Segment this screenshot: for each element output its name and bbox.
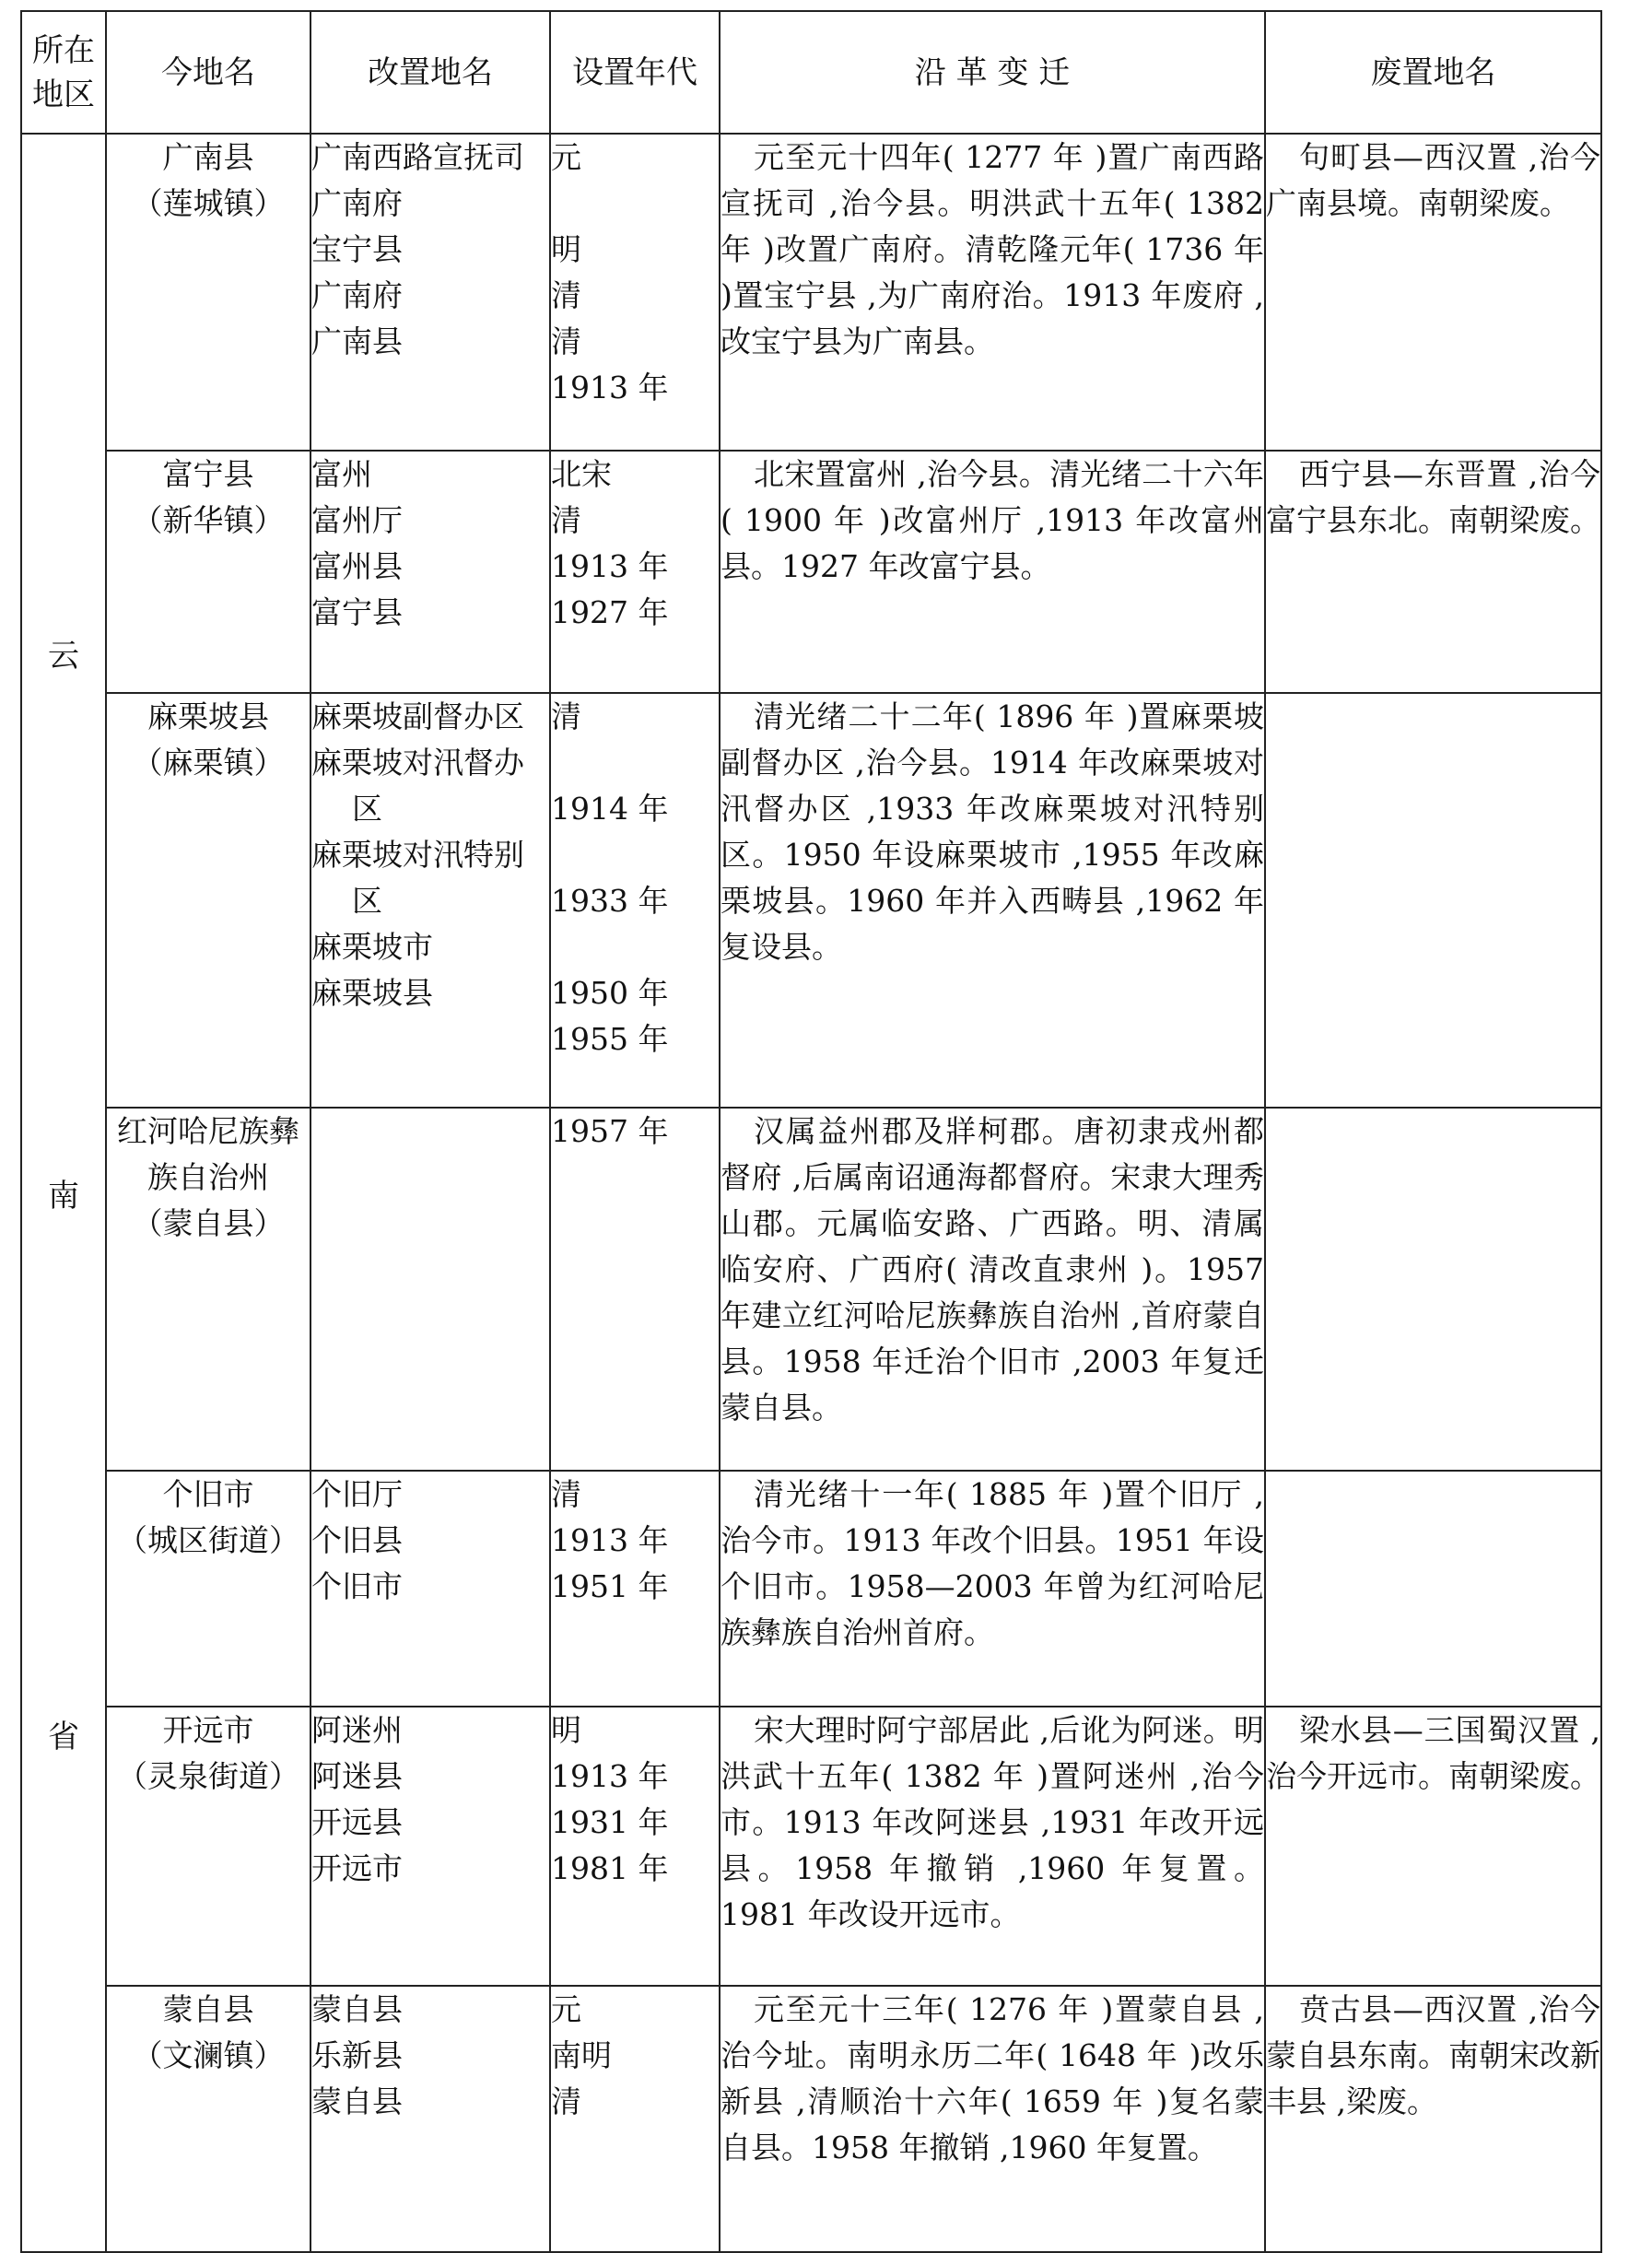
seat-name: （莲城镇） bbox=[132, 185, 285, 221]
current-name-cell bbox=[106, 1108, 310, 1471]
current-name: 蒙自县 bbox=[162, 1990, 254, 2027]
region-char: 云 bbox=[48, 637, 79, 675]
changed-name: 阿迷县 bbox=[311, 1758, 403, 1795]
years-cell bbox=[550, 134, 720, 451]
current-name: 个旧市 bbox=[162, 1476, 254, 1513]
table-row bbox=[21, 451, 1601, 692]
seat-name: （麻栗镇） bbox=[132, 744, 285, 780]
changed-names-cell bbox=[310, 693, 550, 1108]
year: 1951 年 bbox=[551, 1568, 669, 1605]
abolished-cell: 句町县—西汉置 ,治今广南县境。南朝梁废。 bbox=[1265, 134, 1601, 451]
year: 清 bbox=[551, 698, 581, 734]
year: 1914 年 bbox=[551, 790, 669, 827]
changed-name: 个旧县 bbox=[311, 1522, 403, 1559]
year: 明 bbox=[551, 1712, 581, 1749]
changed-name: 开远县 bbox=[311, 1804, 403, 1841]
current-name: 富宁县 bbox=[162, 456, 254, 493]
changed-name: 富州县 bbox=[311, 548, 403, 585]
current-name-cell bbox=[106, 1986, 310, 2252]
year: 1913 年 bbox=[551, 370, 669, 405]
seat-name: （灵泉街道） bbox=[117, 1758, 299, 1795]
current-name: 开远市 bbox=[162, 1712, 254, 1749]
year: 明 bbox=[551, 231, 581, 267]
seat-name: （文澜镇） bbox=[132, 2036, 285, 2073]
years-cell bbox=[550, 693, 720, 1108]
header-history: 沿 革 变 迁 bbox=[720, 11, 1265, 134]
header-changed-names: 改置地名 bbox=[310, 11, 550, 134]
current-name-cell bbox=[106, 451, 310, 692]
header-region: 所在地区 bbox=[21, 11, 106, 134]
table-row bbox=[21, 134, 1601, 451]
changed-name: 麻栗坡市 bbox=[311, 928, 433, 965]
year: 1913 年 bbox=[551, 548, 669, 585]
year: 清 bbox=[551, 277, 581, 313]
changed-name: 个旧厅 bbox=[311, 1476, 403, 1513]
abolished-cell bbox=[1265, 1471, 1601, 1707]
year: 1927 年 bbox=[551, 594, 669, 631]
seat-name: （蒙自县） bbox=[132, 1204, 285, 1241]
years-cell bbox=[550, 1108, 720, 1471]
years-cell bbox=[550, 1471, 720, 1707]
current-name-cell bbox=[106, 1471, 310, 1707]
changed-names-cell bbox=[310, 1108, 550, 1471]
history-cell: 清光绪十一年( 1885 年 )置个旧厅 ,治今市。1913 年改个旧县。1951 年设个旧市。1958—2003 年曾为红河哈尼族彝族自治州首府。 bbox=[720, 1471, 1265, 1707]
changed-name: 阿迷州 bbox=[311, 1712, 403, 1749]
changed-name: 广南府 bbox=[311, 277, 403, 313]
changed-name: 麻栗坡对汛特别区 bbox=[311, 836, 524, 919]
region-char: 南 bbox=[48, 1178, 79, 1215]
current-name: 广南县 bbox=[162, 139, 254, 175]
history-cell: 宋大理时阿宁部居此 ,后讹为阿迷。明洪武十五年( 1382 年 )置阿迷州 ,治今市。1913 年改阿迷县 ,1931 年改开远县。1958 年撤销 ,1960 年复置。1981 年改设开远市。 bbox=[720, 1707, 1265, 1985]
history-cell: 元至元十三年( 1276 年 )置蒙自县 ,治今址。南明永历二年( 1648 年 )改乐新县 ,清顺治十六年( 1659 年 )复名蒙自县。1958 年撤销 ,1960 年复置。 bbox=[720, 1986, 1265, 2252]
table-row bbox=[21, 693, 1601, 1108]
changed-name: 蒙自县 bbox=[311, 2083, 403, 2119]
year: 清 bbox=[551, 323, 581, 359]
changed-name: 蒙自县 bbox=[311, 1990, 403, 2027]
changed-name: 乐新县 bbox=[311, 2036, 403, 2073]
seat-name: （城区街道） bbox=[117, 1522, 299, 1559]
years-cell bbox=[550, 1986, 720, 2252]
year: 清 bbox=[551, 502, 581, 539]
year: 1913 年 bbox=[551, 1522, 669, 1559]
year: 1955 年 bbox=[551, 1020, 669, 1057]
abolished-cell: 贲古县—西汉置 ,治今蒙自县东南。南朝宋改新丰县 ,梁废。 bbox=[1265, 1986, 1601, 2252]
current-name: 红河哈尼族彝族自治州 bbox=[117, 1112, 299, 1195]
header-current-name: 今地名 bbox=[106, 11, 310, 134]
changed-name: 广南县 bbox=[311, 323, 403, 359]
changed-names-cell bbox=[310, 1471, 550, 1707]
header-year-established: 设置年代 bbox=[550, 11, 720, 134]
changed-name: 富州 bbox=[311, 456, 372, 493]
history-cell: 元至元十四年( 1277 年 )置广南西路宣抚司 ,治今县。明洪武十五年( 1382 年 )改置广南府。清乾隆元年( 1736 年 )置宝宁县 ,为广南府治。1913 年废府 ,改宝宁县为广南县。 bbox=[720, 134, 1265, 451]
abolished-cell bbox=[1265, 693, 1601, 1108]
year: 清 bbox=[551, 1476, 581, 1513]
current-name: 麻栗坡县 bbox=[147, 698, 269, 734]
current-name-cell bbox=[106, 693, 310, 1108]
changed-name: 个旧市 bbox=[311, 1568, 403, 1605]
header-row bbox=[21, 11, 1601, 134]
year: 1981 年 bbox=[551, 1850, 669, 1887]
abolished-cell bbox=[1265, 1108, 1601, 1471]
current-name-cell bbox=[106, 1707, 310, 1985]
changed-name: 开远市 bbox=[311, 1850, 403, 1887]
changed-name: 宝宁县 bbox=[311, 231, 403, 267]
year: 1931 年 bbox=[551, 1804, 669, 1841]
years-cell bbox=[550, 1707, 720, 1985]
year: 1950 年 bbox=[551, 974, 669, 1011]
history-cell: 北宋置富州 ,治今县。清光绪二十六年( 1900 年 )改富州厅 ,1913 年改富州县。1927 年改富宁县。 bbox=[720, 451, 1265, 692]
year: 南明 bbox=[551, 2036, 612, 2073]
year: 清 bbox=[551, 2083, 581, 2119]
header-abolished-names: 废置地名 bbox=[1265, 11, 1601, 134]
gazetteer-table bbox=[20, 10, 1602, 2253]
year: 元 bbox=[551, 1990, 581, 2027]
current-name-cell bbox=[106, 134, 310, 451]
table-row bbox=[21, 1108, 1601, 1471]
year: 元 bbox=[551, 139, 581, 175]
history-cell: 汉属益州郡及牂柯郡。唐初隶戎州都督府 ,后属南诏通海都督府。宋隶大理秀山郡。元属临安路、广西路。明、清属临安府、广西府( 清改直隶州 )。1957 年建立红河哈尼族彝族自治州 ,首府蒙自县。1958 年迁治个旧市 ,2003 年复迁蒙自县。 bbox=[720, 1108, 1265, 1471]
table-row bbox=[21, 1471, 1601, 1707]
changed-names-cell bbox=[310, 1707, 550, 1985]
year: 1913 年 bbox=[551, 1758, 669, 1795]
years-cell bbox=[550, 451, 720, 692]
abolished-cell: 西宁县—东晋置 ,治今富宁县东北。南朝梁废。 bbox=[1265, 451, 1601, 692]
year: 1933 年 bbox=[551, 882, 669, 919]
table-row bbox=[21, 1986, 1601, 2252]
changed-names-cell bbox=[310, 1986, 550, 2252]
changed-names-cell bbox=[310, 451, 550, 692]
history-cell: 清光绪二十二年( 1896 年 )置麻栗坡副督办区 ,治今县。1914 年改麻栗坡对汛督办区 ,1933 年改麻栗坡对汛特别区。1950 年设麻栗坡市 ,1955 年改麻栗坡县。1960 年并入西畴县 ,1962 年复设县。 bbox=[720, 693, 1265, 1108]
changed-name: 富宁县 bbox=[311, 594, 403, 631]
changed-names-cell bbox=[310, 134, 550, 451]
changed-name: 广南府 bbox=[311, 185, 403, 221]
region-cell bbox=[21, 134, 106, 2252]
table-row bbox=[21, 1707, 1601, 1985]
changed-name: 麻栗坡县 bbox=[311, 974, 433, 1011]
changed-name: 麻栗坡副督办区 bbox=[311, 698, 524, 734]
abolished-cell: 梁水县—三国蜀汉置 ,治今开远市。南朝梁废。 bbox=[1265, 1707, 1601, 1985]
changed-name: 富州厅 bbox=[311, 502, 403, 539]
year: 1957 年 bbox=[551, 1112, 669, 1149]
region-char: 省 bbox=[48, 1718, 79, 1755]
changed-name: 广南西路宣抚司 bbox=[311, 139, 524, 175]
changed-name: 麻栗坡对汛督办区 bbox=[311, 744, 524, 827]
year: 北宋 bbox=[551, 456, 612, 493]
seat-name: （新华镇） bbox=[132, 502, 285, 539]
